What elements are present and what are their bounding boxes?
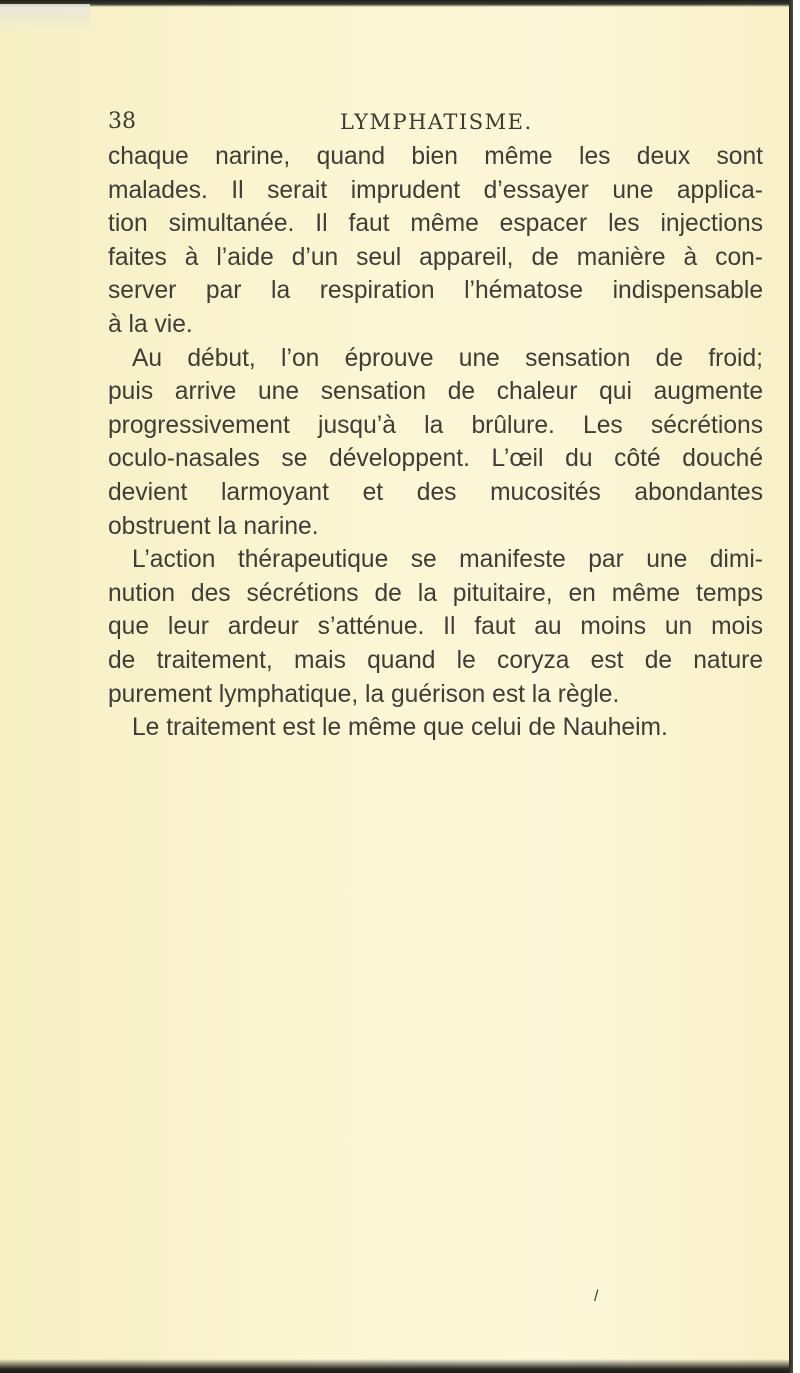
page-top-shadow <box>0 0 789 7</box>
page-number: 38 <box>108 109 136 134</box>
text-line: chaque narine, quand bien même les deux sont <box>108 143 763 170</box>
page-bottom-shadow <box>0 1359 789 1373</box>
page-right-edge <box>789 0 800 1373</box>
text-line: tion simultanée. Il faut même espacer les injections <box>108 210 763 238</box>
text-line: à la vie. <box>108 310 193 338</box>
text-line: Le traitement est le même que celui de Nauheim. <box>132 714 668 742</box>
page-corner-fade <box>0 4 90 34</box>
text-line: que leur ardeur s’atténue. Il faut au moins un mois <box>108 613 763 641</box>
text-line: Au début, l’on éprouve une sensation de froid; <box>132 344 763 372</box>
text-line: de traitement, mais quand le coryza est de nature <box>108 646 763 674</box>
running-head <box>108 106 748 138</box>
text-line: nution des sécrétions de la pituitaire, en même temps <box>108 579 763 607</box>
text-line: progressivement jusqu’à la brûlure. Les sécrétions <box>108 411 763 439</box>
stray-mark: / <box>594 1288 599 1305</box>
text-line: malades. Il serait imprudent d’essayer une applica- <box>108 176 763 204</box>
text-line: faites à l’aide d’un seul appareil, de manière à con- <box>108 243 763 271</box>
text-line: L’action thérapeutique se manifeste par une dimi- <box>132 546 763 574</box>
text-line: devient larmoyant et des mucosités abondantes <box>108 478 763 506</box>
body-text <box>108 140 763 745</box>
text-line: server par la respiration l’hématose indispensable <box>108 277 763 305</box>
text-line: puis arrive une sensation de chaleur qui augmente <box>108 378 763 406</box>
text-line: obstruent la narine. <box>108 512 319 540</box>
text-line: oculo-nasales se développent. L’œil du côté douché <box>108 445 763 473</box>
running-title: LYMPHATISME. <box>340 110 533 134</box>
text-line: purement lymphatique, la guérison est la règle. <box>108 680 620 708</box>
